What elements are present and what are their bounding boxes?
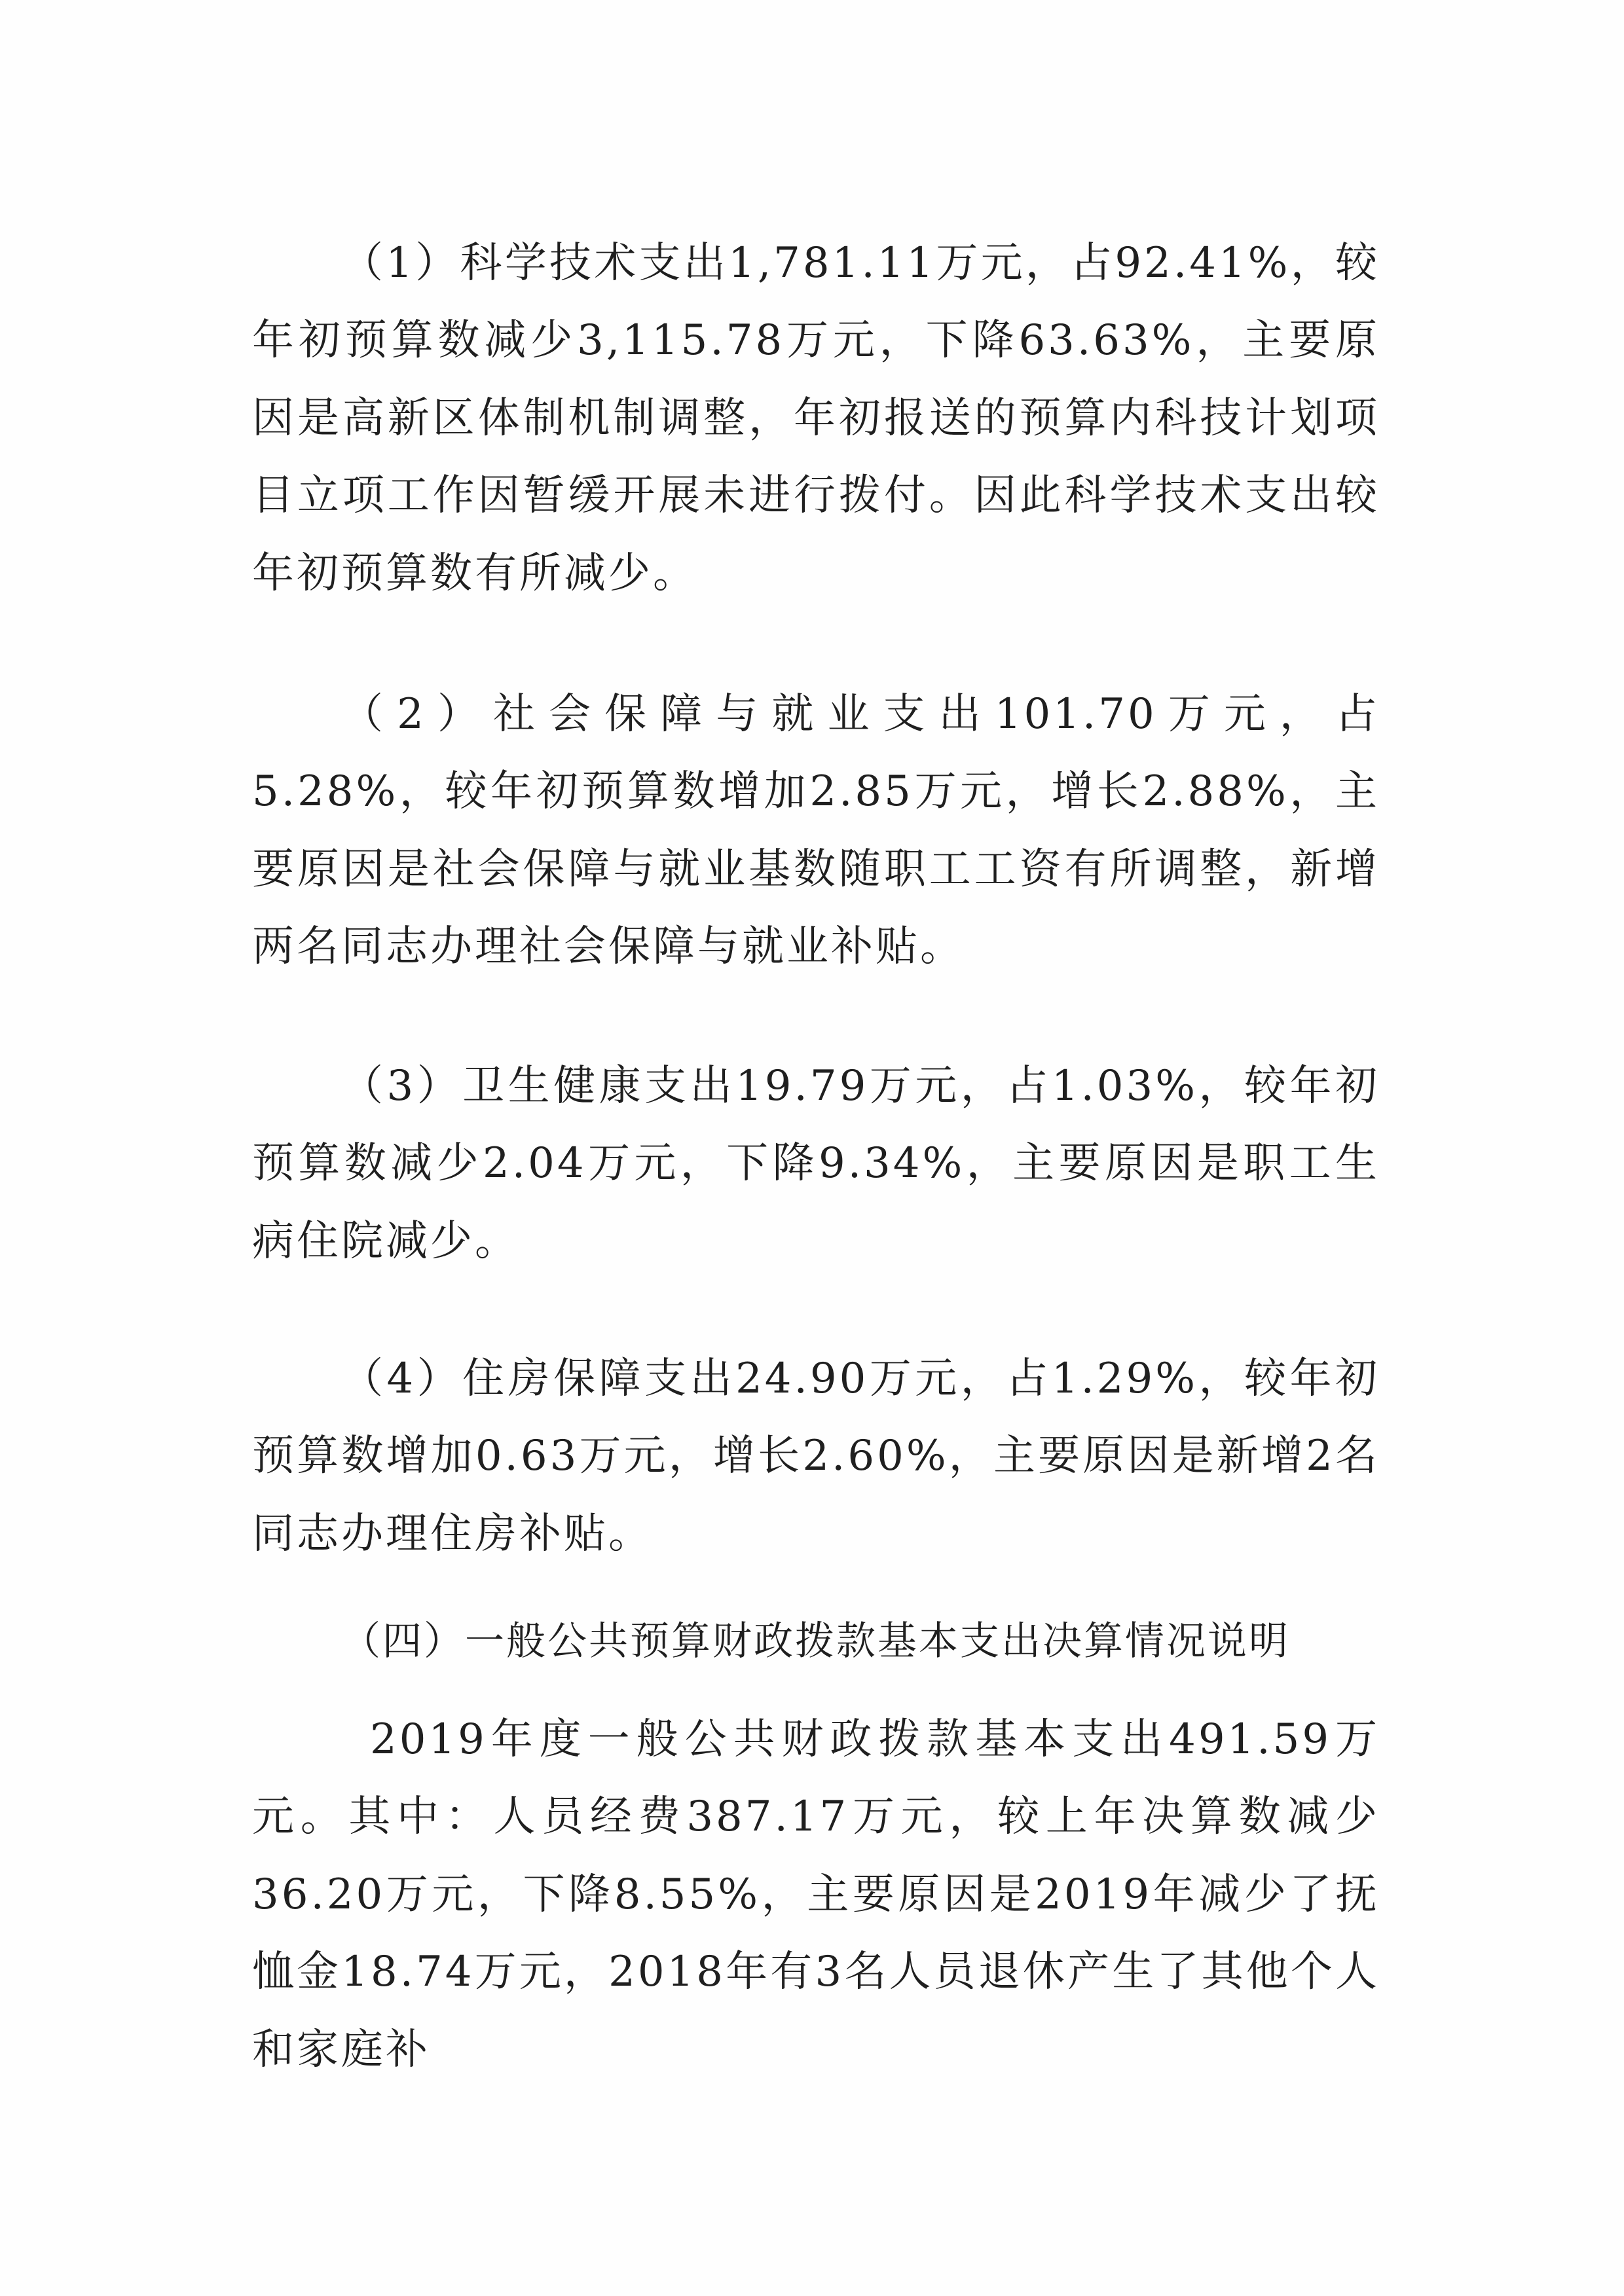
section-heading-basic-expenditure: （四）一般公共预算财政拨款基本支出决算情况说明 [341,1618,1290,1664]
paragraph-housing-security-expenditure: （4）住房保障支出24.90万元，占1.29%，较年初预算数增加0.63万元，增长2.60%，主要原因是新增2名同志办理住房补贴。 [252,1355,1380,1558]
paragraph-basic-expenditure-summary: 2019年度一般公共财政拨款基本支出491.59万元。其中：人员经费387.17万元，较上年决算数减少36.20万元，下降8.55%，主要原因是2019年减少了抚恤金18.74万元，2018年有3名人员退休产生了其他个人和家庭补 [252,1715,1380,2074]
paragraph-health-expenditure: （3）卫生健康支出19.79万元，占1.03%，较年初预算数减少2.04万元，下降9.34%，主要原因是职工生病住院减少。 [252,1062,1380,1266]
paragraph-science-technology-expenditure: （1）科学技术支出1,781.11万元，占92.41%，较年初预算数减少3,115.78万元，下降63.63%，主要原因是高新区体制机制调整，年初报送的预算内科技计划项目立项工作因暂缓开展未进行拨付。因此科学技术支出较年初预算数有所减少。 [252,239,1380,598]
paragraph-social-security-employment-expenditure: （2）社会保障与就业支出101.70万元，占5.28%，较年初预算数增加2.85万元，增长2.88%，主要原因是社会保障与就业基数随职工工资有所调整，新增两名同志办理社会保障与就业补贴。 [252,690,1380,972]
